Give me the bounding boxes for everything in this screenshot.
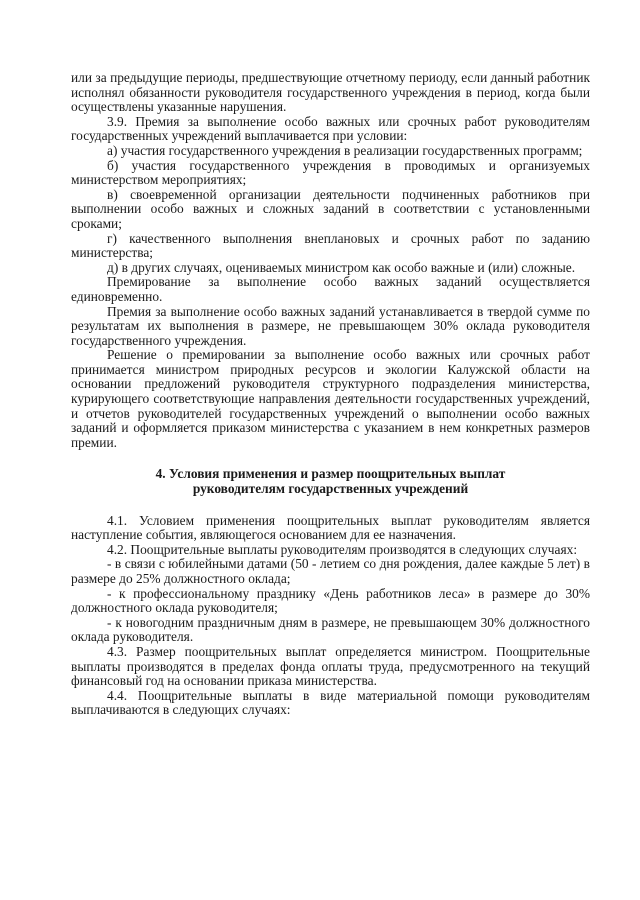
document-page: [71, 71, 590, 718]
list-item-g: г) качественного выполнения внеплановых и срочных работ по заданию министерства;: [71, 230, 590, 261]
paragraph-3-9: 3.9. Премия за выполнение особо важных или срочных работ руководителям государственных учреждений выплачивается при условии:: [71, 113, 590, 144]
list-item-forest-day: - к профессиональному празднику «День работников леса» в размере до 30% должностного оклада руководителя;: [71, 585, 590, 616]
list-item-a: а) участия государственного учреждения в реализации государственных программ;: [107, 142, 583, 158]
paragraph-4-4: 4.4. Поощрительные выплаты в виде материальной помощи руководителям выплачиваются в следующих случаях:: [71, 687, 590, 718]
list-item-v: в) своевременной организации деятельности подчиненных работников при выполнении особо важных и сложных заданий в соответствии с установленными сроками;: [71, 186, 590, 231]
paragraph-4-2: 4.2. Поощрительные выплаты руководителям производятся в следующих случаях:: [107, 541, 578, 557]
paragraph-4-3: 4.3. Размер поощрительных выплат определяется министром. Поощрительные выплаты производятся в пределах фонда оплаты труда, предусмотренного на текущий финансовый год на основании приказа министерства.: [71, 643, 590, 689]
section-heading-line2: руководителям государственных учреждений: [192, 481, 469, 497]
paragraph-bonus-decision: Решение о премировании за выполнение особо важных или срочных работ принимается министром природных ресурсов и экологии Калужской области на основании предложений руководителя структурного подразделения министерства, курирующего соответствующие направления деятельности государственных учреждений, и отчетов руководителей государственных учреждений о выполнении особо важных заданий и оформляется приказом министерства с указанием в нем конкретных размеров премии.: [71, 347, 590, 450]
paragraph-bonus-amount: Премия за выполнение особо важных заданий устанавливается в твердой сумме по результатам их выполнения в размере, не превышающем 30% оклада руководителя государственного учреждения.: [71, 303, 590, 348]
section-heading-line1: 4. Условия применения и размер поощрительных выплат: [155, 466, 506, 482]
list-item-jubilee: - в связи с юбилейными датами (50 - летием со дня рождения, далее каждые 5 лет) в размере до 25% должностного оклада;: [71, 556, 590, 586]
paragraph-continuation: или за предыдущие периоды, предшествующие отчетному периоду, если данный работник исполнял обязанности руководителя государственного учреждения в период, когда были осуществлены указанные нарушения.: [71, 70, 590, 115]
list-item-new-year: - к новогодним праздничным дням в размере, не превышающем 30% должностного оклада руководителя.: [71, 614, 590, 645]
list-item-b: б) участия государственного учреждения в проводимых и организуемых министерством мероприятиях;: [71, 157, 590, 188]
list-item-d: д) в других случаях, оцениваемых министром как особо важные и (или) сложные.: [107, 259, 576, 275]
section-heading-4: [71, 467, 590, 496]
paragraph-one-time-bonus: Премирование за выполнение особо важных заданий осуществляется единовременно.: [71, 274, 590, 304]
paragraph-4-1: 4.1. Условием применения поощрительных выплат руководителям является наступление события, являющегося основанием для ее назначения.: [71, 512, 590, 543]
